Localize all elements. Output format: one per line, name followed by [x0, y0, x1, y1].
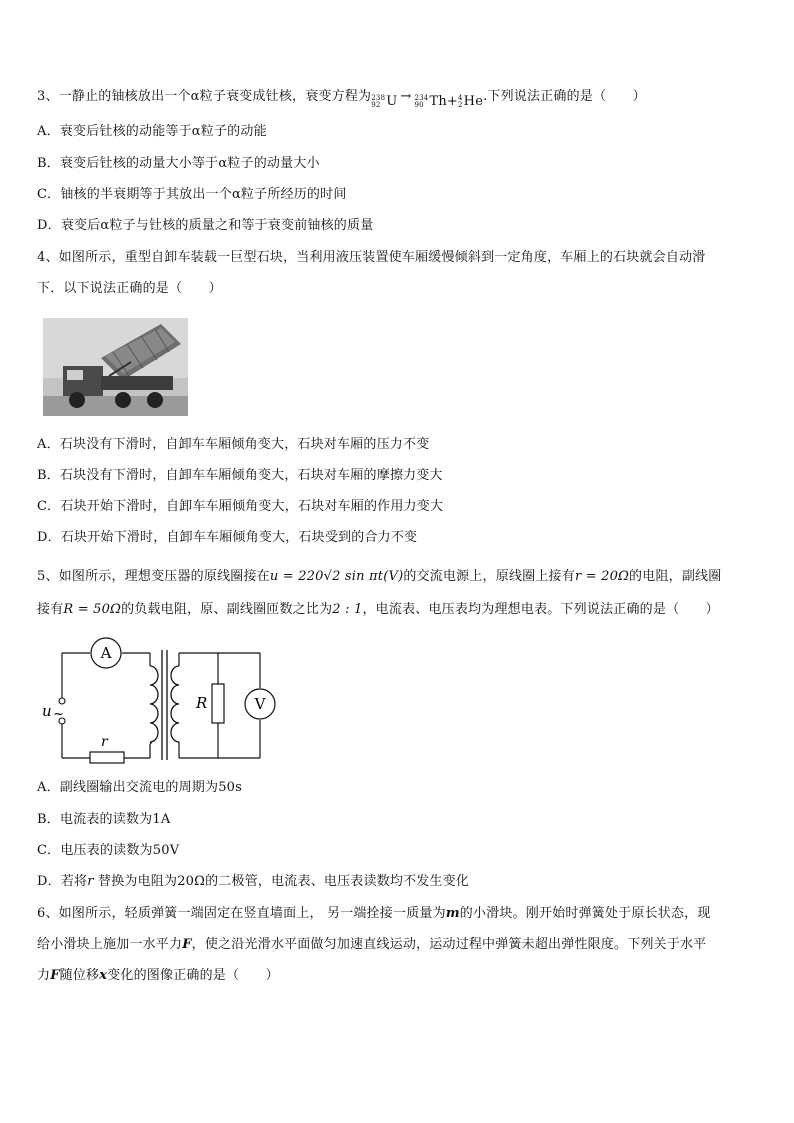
q4-option-b[interactable]: B．石块没有下滑时，自卸车车厢倾角变大，石块对车厢的摩擦力变大 — [37, 468, 443, 483]
q5-stem-line1: 5、如图所示，理想变压器的原线圈接在u = 220√2 sin πt(V)的交流电源上，原线圈上接有r = 20Ω的电阻，副线圈 — [37, 569, 722, 584]
q3-option-a[interactable]: A．衰变后钍核的动能等于α粒子的动能 — [37, 124, 267, 139]
q4-option-c[interactable]: C．石块开始下滑时，自卸车车厢倾角变大，石块对车厢的作用力变大 — [37, 499, 444, 514]
R-label: R — [196, 694, 208, 712]
dump-truck-illustration — [43, 318, 188, 416]
q5-stem-line2: 接有R = 50Ω的负载电阻，原、副线圈匝数之比为2 : 1，电流表、电压表均为理想电表。下列说法正确的是（ ） — [37, 602, 719, 617]
voltmeter-label: V — [254, 695, 266, 713]
transformer-circuit-diagram — [38, 636, 278, 775]
q3-option-c[interactable]: C．铀核的半衰期等于其放出一个α粒子所经历的时间 — [37, 187, 347, 202]
q4-option-a[interactable]: A．石块没有下滑时，自卸车车厢倾角变大，石块对车厢的压力不变 — [37, 437, 430, 452]
turns-ratio: 2 : 1 — [332, 602, 363, 617]
source-label: u — [42, 702, 52, 720]
q6-stem-line3: 力F随位移x变化的图像正确的是（ ） — [37, 968, 279, 983]
q4-option-d[interactable]: D．石块开始下滑时，自卸车车厢倾角变大，石块受到的合力不变 — [37, 530, 418, 545]
thorium-nuclide: 234 90 Th+ — [414, 94, 458, 109]
resistor-r — [90, 752, 124, 763]
q6-stem-line2: 给小滑块上施加一水平力F，使之沿光滑水平面做匀加速直线运动，运动过程中弹簧未超出弹性限度。下列关于水平 — [37, 937, 707, 952]
r-label: r — [101, 734, 108, 750]
uranium-nuclide: 238 92 U — [371, 94, 398, 109]
resistor-R — [212, 684, 224, 723]
q3-stem-end: .下列说法正确的是（ ） — [483, 89, 646, 104]
R-value: R = 50Ω — [63, 602, 122, 617]
q6-stem-line1: 6、如图所示，轻质弹簧一端固定在竖直墙面上， 另一端拴接一质量为m的小滑块。刚开始时弹簧处于原长状态，现 — [37, 906, 711, 921]
q5-option-c[interactable]: C．电压表的读数为50V — [37, 843, 180, 858]
q3-stem — [37, 89, 646, 110]
q5-option-a[interactable]: A．副线圈输出交流电的周期为50s — [37, 780, 243, 795]
dump-truck-photo — [43, 318, 188, 416]
helium-nuclide: 4 2 He — [458, 94, 484, 109]
q3-option-d[interactable]: D．衰变后α粒子与钍核的质量之和等于衰变前铀核的质量 — [37, 218, 374, 233]
voltage-formula: u = 220√2 sin πt(V) — [269, 569, 404, 584]
q3-stem-text: 3、一静止的铀核放出一个α粒子衰变成钍核，衰变方程为 — [37, 89, 372, 104]
q4-stem-line2: 下．以下说法正确的是（ ） — [37, 281, 222, 296]
q4-stem-line1: 4、如图所示，重型自卸车装载一巨型石块，当利用液压装置使车厢缓慢倾斜到一定角度，车厢上的石块就会自动滑 — [37, 250, 706, 265]
r-value: r = 20Ω — [574, 569, 630, 584]
ammeter-label: A — [100, 644, 112, 662]
ac-tilde: ~ — [53, 707, 64, 722]
q5-option-d[interactable]: D．若将r 替换为电阻为20Ω的二极管，电流表、电压表读数均不发生变化 — [37, 874, 470, 889]
q5-option-b[interactable]: B．电流表的读数为1A — [37, 812, 171, 827]
arrow: → — [400, 89, 412, 104]
q3-option-b[interactable]: B．衰变后钍核的动量大小等于α粒子的动量大小 — [37, 156, 320, 171]
